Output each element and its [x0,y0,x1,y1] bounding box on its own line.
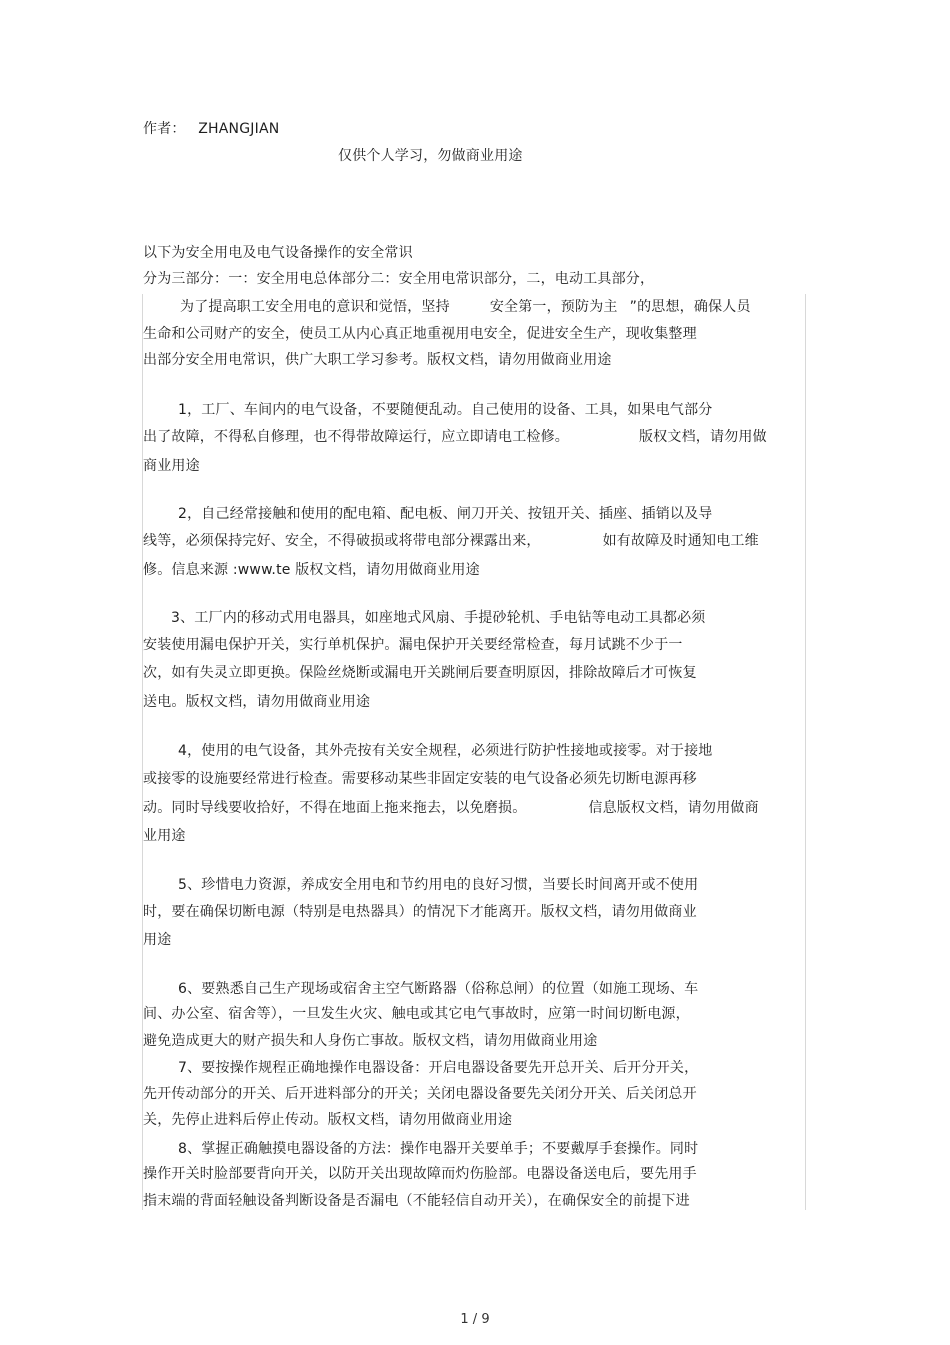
paragraph-2-line-2 [143,531,759,551]
text-span: 信息版权文档，请勿用做商 [588,800,759,816]
text-span: 为了提高职工安全用电的意识和觉悟，坚持 [180,299,450,315]
author-name: ZHANGJIAN [198,121,280,137]
author-line [143,119,279,139]
paragraph-4-line-4: 业用途 [143,828,186,844]
text-span: 动。同时导线要收拾好，不得在地面上拖来拖去，以免磨损。 [143,800,527,816]
text-span: 线等，必须保持完好、安全，不得破损或将带电部分裸露出来， [143,533,541,549]
paragraph-0-line-2: 生命和公司财产的安全，使员工从内心真正地重视用电安全，促进安全生产，现收集整理 [143,326,697,342]
paragraph-5-line-1: 5、珍惜电力资源，养成安全用电和节约用电的良好习惯，当要长时间离开或不使用 [178,877,699,893]
paragraph-3-line-2: 安装使用漏电保护开关，实行单机保护。漏电保护开关要经常检查，每月试跳不少于一 [143,637,683,653]
paragraph-7-line-3: 关，先停止进料后停止传动。版权文档，请勿用做商业用途 [143,1112,513,1128]
paragraph-2-line-3: 修。信息来源 :www.te 版权文档，请勿用做商业用途 [143,562,480,578]
paragraph-3-line-3: 次，如有失灵立即更换。保险丝烧断或漏电开关跳闸后要查明原因，排除故障后才可恢复 [143,665,697,681]
intro-parts: 分为三部分：一：安全用电总体部分二：安全用电常识部分，二，电动工具部分， [143,271,655,287]
paragraph-3-line-4: 送电。版权文档，请勿用做商业用途 [143,694,371,710]
paragraph-5-line-3: 用途 [143,932,172,948]
paragraph-3-line-1: 3、工厂内的移动式用电器具，如座地式风扇、手提砂轮机、手电钻等电动工具都必须 [171,610,706,626]
text-span: 出了故障，不得私自修理，也不得带故障运行，应立即请电工检修。 [143,429,569,445]
paragraph-4-line-3 [143,798,759,818]
paragraph-4-line-1: 4，使用的电气设备，其外壳按有关安全规程，必须进行防护性接地或接零。对于接地 [178,743,713,759]
author-label: 作者： [143,121,186,137]
paragraph-7-line-2: 先开传动部分的开关、后开进料部分的开关；关闭电器设备要先关闭分开关、后关闭总开 [143,1086,697,1102]
text-span: 安全第一，预防为主 [489,299,618,315]
paragraph-1-line-1: 1，工厂、车间内的电气设备，不要随便乱动。自己使用的设备、工具，如果电气部分 [178,402,713,418]
page-number: 1 / 9 [460,1312,490,1327]
paragraph-0-line-1 [180,297,751,317]
usage-notice: 仅供个人学习，勿做商业用途 [338,148,523,164]
text-span: 版权文档，请勿用做 [639,429,767,445]
paragraph-6-line-2: 间、办公室、宿舍等），一旦发生火灾、触电或其它电气事故时，应第一时间切断电源， [143,1006,690,1022]
paragraph-1-line-2 [143,427,767,447]
intro-title: 以下为安全用电及电气设备操作的安全常识 [143,245,413,261]
paragraph-6-line-1: 6、要熟悉自己生产现场或宿舍主空气断路器（俗称总闸）的位置（如施工现场、车 [178,981,699,997]
paragraph-6-line-3: 避免造成更大的财产损失和人身伤亡事故。版权文档，请勿用做商业用途 [143,1033,598,1049]
paragraph-0-line-3: 出部分安全用电常识，供广大职工学习参考。版权文档，请勿用做商业用途 [143,352,612,368]
paragraph-5-line-2: 时，要在确保切断电源（特别是电热器具）的情况下才能离开。版权文档，请勿用做商业 [143,904,697,920]
paragraph-8-line-2: 操作开关时脸部要背向开关，以防开关出现故障而灼伤脸部。电器设备送电后，要先用手 [143,1166,697,1182]
paragraph-7-line-1: 7、要按操作规程正确地操作电器设备：开启电器设备要先开总开关、后开分开关， [178,1060,699,1076]
text-span: ”的思想，确保人员 [629,299,751,315]
text-span: 如有故障及时通知电工维 [602,533,759,549]
paragraph-1-line-3: 商业用途 [143,458,200,474]
paragraph-4-line-2: 或接零的设施要经常进行检查。需要移动某些非固定安装的电气设备必须先切断电源再移 [143,771,697,787]
paragraph-8-line-3: 指末端的背面轻触设备判断设备是否漏电（不能轻信自动开关），在确保安全的前提下进 [143,1193,690,1209]
paragraph-8-line-1: 8、掌握正确触摸电器设备的方法：操作电器开关要单手；不要戴厚手套操作。同时 [178,1141,699,1157]
paragraph-2-line-1: 2，自己经常接触和使用的配电箱、配电板、闸刀开关、按钮开关、插座、插销以及导 [178,506,713,522]
